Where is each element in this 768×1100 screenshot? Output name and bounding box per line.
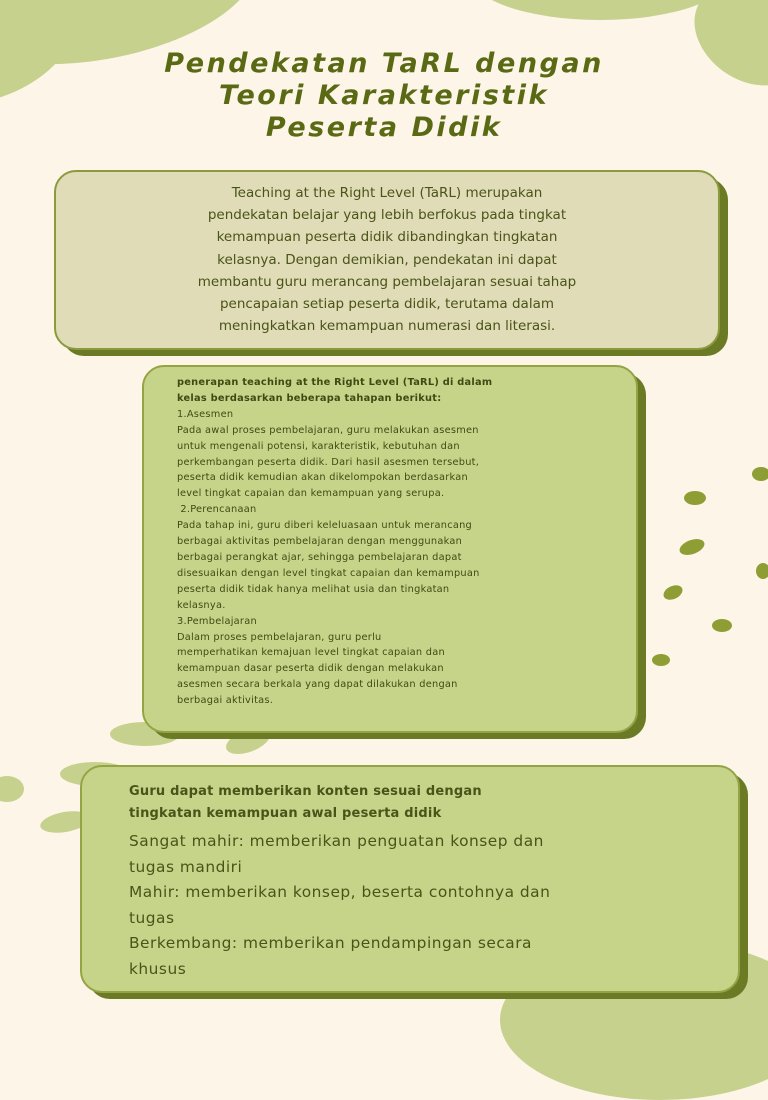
steps-line: kemampuan dasar peserta didik dengan melakukan <box>177 663 444 675</box>
decor-dot-4 <box>756 563 768 579</box>
content-item-line: tugas mandiri <box>129 857 243 876</box>
steps-line: untuk mengenali potensi, karakteristik, kebutuhan dan <box>177 440 460 452</box>
intro-card <box>54 170 720 350</box>
decor-dot-1 <box>684 491 706 505</box>
content-heading-line: tingkatan kemampuan awal peserta didik <box>129 806 442 821</box>
title-line-2: Teori Karakteristik <box>219 80 549 111</box>
steps-line: berbagai aktivitas pembelajaran dengan menggunakan <box>177 536 463 548</box>
steps-line: level tingkat capaian dan kemampuan yang serupa. <box>177 488 445 500</box>
steps-line: perkembangan peserta didik. Dari hasil asesmen tersebut, <box>177 456 480 468</box>
steps-intro-line: penerapan teaching at the Right Level (TaRL) di dalam <box>177 377 493 388</box>
steps-line: memperhatikan kemajuan level tingkat capaian dan <box>177 647 445 659</box>
decor-dot-3 <box>677 536 706 558</box>
steps-line: Pada tahap ini, guru diberi keleluasaan untuk merancang <box>177 520 473 532</box>
steps-intro-line: kelas berdasarkan beberapa tahapan berikut: <box>177 392 442 404</box>
content-item-line: khusus <box>129 959 187 978</box>
steps-line: kelasnya. <box>177 599 226 611</box>
steps-line: Dalam proses pembelajaran, guru perlu <box>177 631 382 643</box>
content-heading-line: Guru dapat memberikan konten sesuai dengan <box>129 784 482 799</box>
decor-blob-top-right <box>470 0 730 20</box>
intro-line: Teaching at the Right Level (TaRL) merupakan <box>231 185 543 201</box>
content-item-line: Berkembang: memberikan pendampingan secara <box>129 934 532 952</box>
intro-text <box>90 182 684 337</box>
decor-dot-5 <box>661 582 685 602</box>
content-card <box>80 765 740 993</box>
steps-line: berbagai aktivitas. <box>177 695 274 707</box>
intro-line: membantu guru merancang pembelajaran sesuai tahap <box>197 273 577 290</box>
step-heading-asesmen: 1.Asesmen <box>177 408 234 420</box>
intro-line: kelasnya. Dengan demikian, pendekatan ini dapat <box>217 251 557 268</box>
step-heading-pembelajaran: 3.Pembelajaran <box>177 615 257 627</box>
intro-line: meningkatkan kemampuan numerasi dan literasi. <box>218 318 556 335</box>
steps-line: peserta didik tidak hanya melihat usia dan tingkatan <box>177 583 450 595</box>
page-title <box>40 48 728 144</box>
decor-dot-7 <box>652 654 670 666</box>
decor-dot-2 <box>752 467 768 481</box>
intro-line: pencapaian setiap peserta didik, terutama dalam <box>219 296 555 313</box>
step-heading-perencanaan: 2.Perencanaan <box>177 504 257 516</box>
decor-splash-4 <box>0 776 24 802</box>
steps-card <box>142 365 638 733</box>
content-item-line: Sangat mahir: memberikan penguatan konsep dan <box>129 832 544 850</box>
content-item-line: Mahir: memberikan konsep, beserta contohnya dan <box>129 883 551 901</box>
steps-line: disesuaikan dengan level tingkat capaian dan kemampuan <box>177 567 480 579</box>
intro-line: kemampuan peserta didik dibandingkan tingkatan <box>216 229 558 246</box>
steps-line: asesmen secara berkala yang dapat dilakukan dengan <box>177 679 458 691</box>
title-line-3: Peserta Didik <box>265 112 503 143</box>
steps-line: peserta didik kemudian akan dikelompokan berdasarkan <box>177 472 469 484</box>
decor-dot-6 <box>712 619 732 632</box>
title-line-1: Pendekatan TaRL dengan <box>164 48 604 79</box>
content-item-line: tugas <box>129 908 175 927</box>
intro-line: pendekatan belajar yang lebih berfokus pada tingkat <box>207 207 567 224</box>
steps-line: berbagai perangkat ajar, sehingga pembelajaran dapat <box>177 551 462 563</box>
steps-line: Pada awal proses pembelajaran, guru melakukan asesmen <box>177 424 479 436</box>
